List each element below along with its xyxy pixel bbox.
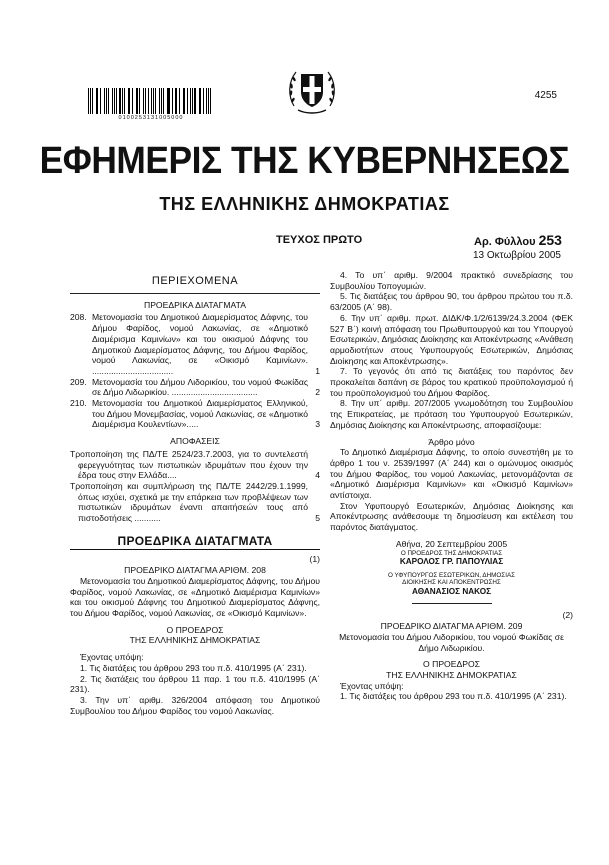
- contents-entry[interactable]: [70, 377, 320, 398]
- barcode-bar: [100, 88, 101, 114]
- decree-title: ΠΡΟΕΔΡΙΚΟ ΔΙΑΤΑΓΜΑ ΑΡΙΘΜ. 208: [124, 565, 266, 576]
- barcode-bar: [210, 88, 211, 114]
- article-text: Το Δημοτικό Διαμέρισμα Δάφνης, το οποίο συνεστήθη με το άρθρο 1 του ν. 2539/1997 (Α΄ 244) και ο ομώνυμος οικισμός του Δήμου Φαρίδος, του νομού Λακωνίας, μετονομάζονται σε «Δημοτικό Διαμέρισμα Καμινίων» και «Οικισμό Καμινίων» αντίστοιχα.: [330, 447, 573, 501]
- decree-summary: Μετονομασία του Δημοτικού Διαμερίσματος Δάφνης, του Δήμου Φαρίδος, νομού Λακωνίας, σε «Δημοτικό Διαμέρισμα Καμινίων» και του οικισμού Δάφνης του Δημοτικού Διαμερίσματος Δάφνης, του Δήμου Φαρίδος, νομού Λακωνίας, σε «Οικισμό Καμινίων».: [70, 575, 320, 618]
- barcode-bar: [203, 88, 204, 114]
- decrees-contents-heading: ΠΡΟΕΔΡΙΚΑ ΔΙΑΤΑΓΜΑΤΑ: [143, 299, 246, 310]
- barcode-bar: [176, 88, 177, 114]
- sheet-number-label: [474, 232, 562, 248]
- consideration-point: 2. Τις διατάξεις του άρθρου 11 παρ. 1 του π.δ. 410/1995 (Α΄ 231).: [70, 673, 320, 695]
- gazette-title: ΕΦΗΜΕΡΙΣ ΤΗΣ ΚΥΒΕΡΝΗΣΕΩΣ: [39, 140, 570, 182]
- entry-text: Τροποποίηση και συμπλήρωση της ΠΔ/ΤΕ 2442/29.1.1999, όπως ισχύει, σχετικά με την επάρκεια των προβλέψεων των πιστωτικών ιδρυμάτων έναντι απαιτήσεών τους από πιστοδοτήσεις ...........: [70, 480, 308, 524]
- entry-page: 1: [315, 365, 320, 376]
- barcode-bar: [108, 88, 109, 114]
- barcode-bar: [183, 88, 184, 114]
- section-marker: (2): [562, 610, 573, 621]
- barcode-bar: [112, 88, 113, 114]
- consideration-point: 3. Την υπ΄ αριθμ. 326/2004 απόφαση του Δημοτικού Συμβουλίου του Δήμου Φαρίδος του νομού Λακωνίας.: [70, 694, 320, 716]
- decrees-section-heading: ΠΡΟΕΔΡΙΚΑ ΔΙΑΤΑΓΜΑΤΑ: [70, 536, 320, 551]
- barcode-bar: [132, 88, 133, 114]
- president-line: ΤΗΣ ΕΛΛΗΝΙΚΗΣ ΔΗΜΟΚΡΑΤΙΑΣ: [129, 635, 261, 646]
- execution-text: Στον Υφυπουργό Εσωτερικών, Δημόσιας Διοίκησης και Αποκέντρωσης ανάθεσουμε τη δημοσίευση και εκτέλεση του παρόντος διατάγματος.: [330, 500, 573, 533]
- entry-page: 4: [315, 470, 320, 481]
- decisions-contents-heading: ΑΠΟΦΑΣΕΙΣ: [170, 436, 220, 447]
- gazette-subtitle: ΤΗΣ ΕΛΛΗΝΙΚΗΣ ΔΗΜΟΚΡΑΤΙΑΣ: [159, 194, 450, 214]
- divider: [70, 293, 320, 294]
- consideration-point: 1. Τις διατάξεις του άρθρου 293 του π.δ. 410/1995 (Α΄ 231).: [80, 662, 307, 673]
- place-date: Αθήνα, 20 Σεπτεμβρίου 2005: [395, 538, 508, 549]
- entry-page: 2: [315, 387, 320, 398]
- entry-page: 3: [315, 419, 320, 430]
- consideration-point: 5. Τις διατάξεις του άρθρου 90, του άρθρου πρώτου του π.δ. 63/2005 (Α΄ 98).: [330, 291, 573, 313]
- sheet-number: 253: [538, 232, 562, 248]
- contents-heading: ΠΕΡΙΕΧΟΜΕΝΑ: [151, 275, 239, 287]
- entry-text: Μετονομασία του Δημοτικού Διαμερίσματος Δάφνης, του Δήμου Φαρίδος, νομού Λακωνίας, σε «Δημοτικό Διαμέρισμα Καμινίων» και του οικισμού Δάφνης του Δημοτικού Διαμερίσματος Δάφνης, του Δήμου Φαρίδος, νομού Λακωνίας, σε «Οικισμό Καμινίων». ..................................: [92, 312, 308, 376]
- consideration-point: 4. Το υπ΄ αριθμ. 9/2004 πρακτικό συνεδρίασης του Συμβουλίου Τοπογυμιών.: [330, 270, 573, 291]
- right-column: [330, 270, 573, 702]
- considering-line: Έχοντας υπόψη:: [340, 680, 404, 691]
- contents-entry[interactable]: [70, 312, 320, 376]
- entry-number: 208.: [70, 312, 87, 323]
- consideration-point: 8. Την υπ΄ αριθμ. 207/2005 γνωμοδότηση του Συμβουλίου της Επικρατείας, με πρόταση του Υφυπουργού Εσωτερικών, Δημόσιας Διοίκησης και Αποκέντρωσης, αποφασίζουμε:: [330, 398, 573, 430]
- consideration-point: 6. Την υπ΄ αριθμ. πρωτ. ΔΙΔΚ/Φ.1/2/6139/24.3.2004 (ΦΕΚ 527 Β΄) κοινή απόφαση του Πρωθυπουργού και του Υπουργού Εσωτερικών, Δημόσιας Διοίκησης και Αποκέντρωσης «Ανάθεση αρμοδιοτήτων στους Υφυπουργούς Εσωτερικών, Δημόσιας Διοίκησης και Αποκέντρωσης».: [330, 312, 573, 366]
- sheet-label: Αρ. Φύλλου: [474, 236, 536, 248]
- barcode-bar: [139, 88, 140, 114]
- contents-entry[interactable]: [70, 481, 320, 524]
- entry-text: Μετονομασία του Δήμου Λιδορικίου, του νομού Φωκίδας σε Δήμο Λιδωρικίου. ....................................: [92, 376, 308, 398]
- divider: [412, 603, 492, 604]
- section-marker: (1): [309, 554, 320, 565]
- barcode-bar: [119, 88, 120, 114]
- barcode-bar: [88, 88, 89, 114]
- barcode-bar: [124, 88, 125, 114]
- barcode-bar: [96, 88, 97, 114]
- entry-number: 209.: [70, 376, 87, 387]
- barcode: [88, 88, 214, 121]
- barcode-bar: [143, 88, 144, 114]
- barcode-bar: [190, 88, 191, 114]
- issue-date: 13 Οκτωβρίου 2005: [472, 250, 561, 261]
- entry-number: 210.: [70, 398, 87, 409]
- entry-page: 5: [315, 513, 320, 524]
- barcode-bar: [168, 88, 169, 114]
- decree-title: ΠΡΟΕΔΡΙΚΟ ΔΙΑΤΑΓΜΑ ΑΡΙΘΜ. 209: [380, 621, 523, 632]
- president-line: Ο ΠΡΟΕΔΡΟΣ: [423, 659, 480, 670]
- deputy-name: ΑΘΑΝΑΣΙΟΣ ΝΑΚΟΣ: [412, 586, 491, 596]
- president-line: ΤΗΣ ΕΛΛΗΝΙΚΗΣ ΔΗΜΟΚΡΑΤΙΑΣ: [386, 670, 517, 680]
- president-title: Ο ΠΡΟΕΔΡΟΣ ΤΗΣ ΔΗΜΟΚΡΑΤΙΑΣ: [400, 549, 503, 557]
- decree-summary: Μετονομασία του Δήμου Λιδορικίου, του νομού Φωκίδας σε Δήμο Λιδωρικίου.: [339, 631, 564, 653]
- barcode-bar: [161, 88, 162, 114]
- greek-coat-of-arms-icon: [284, 62, 340, 118]
- deputy-title: ΔΙΟΙΚΗΣΗΣ ΚΑΙ ΑΠΟΚΕΝΤΡΩΣΗΣ: [402, 579, 501, 587]
- barcode-number: 0100253131005000: [118, 115, 184, 121]
- considering-line: Έχοντας υπόψη:: [80, 652, 144, 663]
- consideration-point: 1. Τις διατάξεις του άρθρου 293 του π.δ. 410/1995 (Α΄ 231).: [340, 691, 567, 702]
- barcode-bars: [88, 88, 214, 114]
- barcode-bar: [194, 88, 195, 114]
- barcode-bar: [159, 88, 160, 114]
- barcode-bar: [151, 88, 152, 114]
- entry-text: Μετονομασία του Δημοτικού Διαμερίσματος Ελληνικού, του Δήμου Μονεμβασίας, νομού Λακωνίας, σε «Δημοτικό Διαμέρισμα Κουλεντίων».....: [92, 398, 308, 430]
- consideration-point: 7. Το γεγονός ότι από τις διατάξεις του παρόντος δεν προκαλείται δαπάνη σε βάρος του κρατικού προϋπολογισμού ή του προϋπολογισμού του Δήμου Φαρίδος.: [330, 366, 573, 398]
- deputy-title: Ο ΥΦΥΠΟΥΡΓΟΣ ΕΣΩΤΕΡΙΚΩΝ, ΔΗΜΟΣΙΑΣ: [387, 571, 516, 579]
- president-line: Ο ΠΡΟΕΔΡΟΣ: [166, 624, 224, 635]
- entry-text: Τροποποίηση της ΠΔ/ΤΕ 2524/23.7.2003, για το συντελεστή φερεγγυότητας των πιστωτικών ιδρυμάτων που έχουν την έδρα τους στην Ελλάδα....: [70, 448, 308, 481]
- article-heading: Άρθρο μόνο: [428, 436, 475, 447]
- issue-label: ΤΕΥΧΟΣ ΠΡΩΤΟ: [276, 234, 363, 246]
- contents-entry[interactable]: [70, 449, 320, 481]
- contents-entry[interactable]: [70, 398, 320, 430]
- president-name: ΚΑΡΟΛΟΣ ΓΡ. ΠΑΠΟΥΛΙΑΣ: [399, 557, 504, 567]
- page-number: 4255: [534, 90, 557, 101]
- left-column: [70, 270, 320, 716]
